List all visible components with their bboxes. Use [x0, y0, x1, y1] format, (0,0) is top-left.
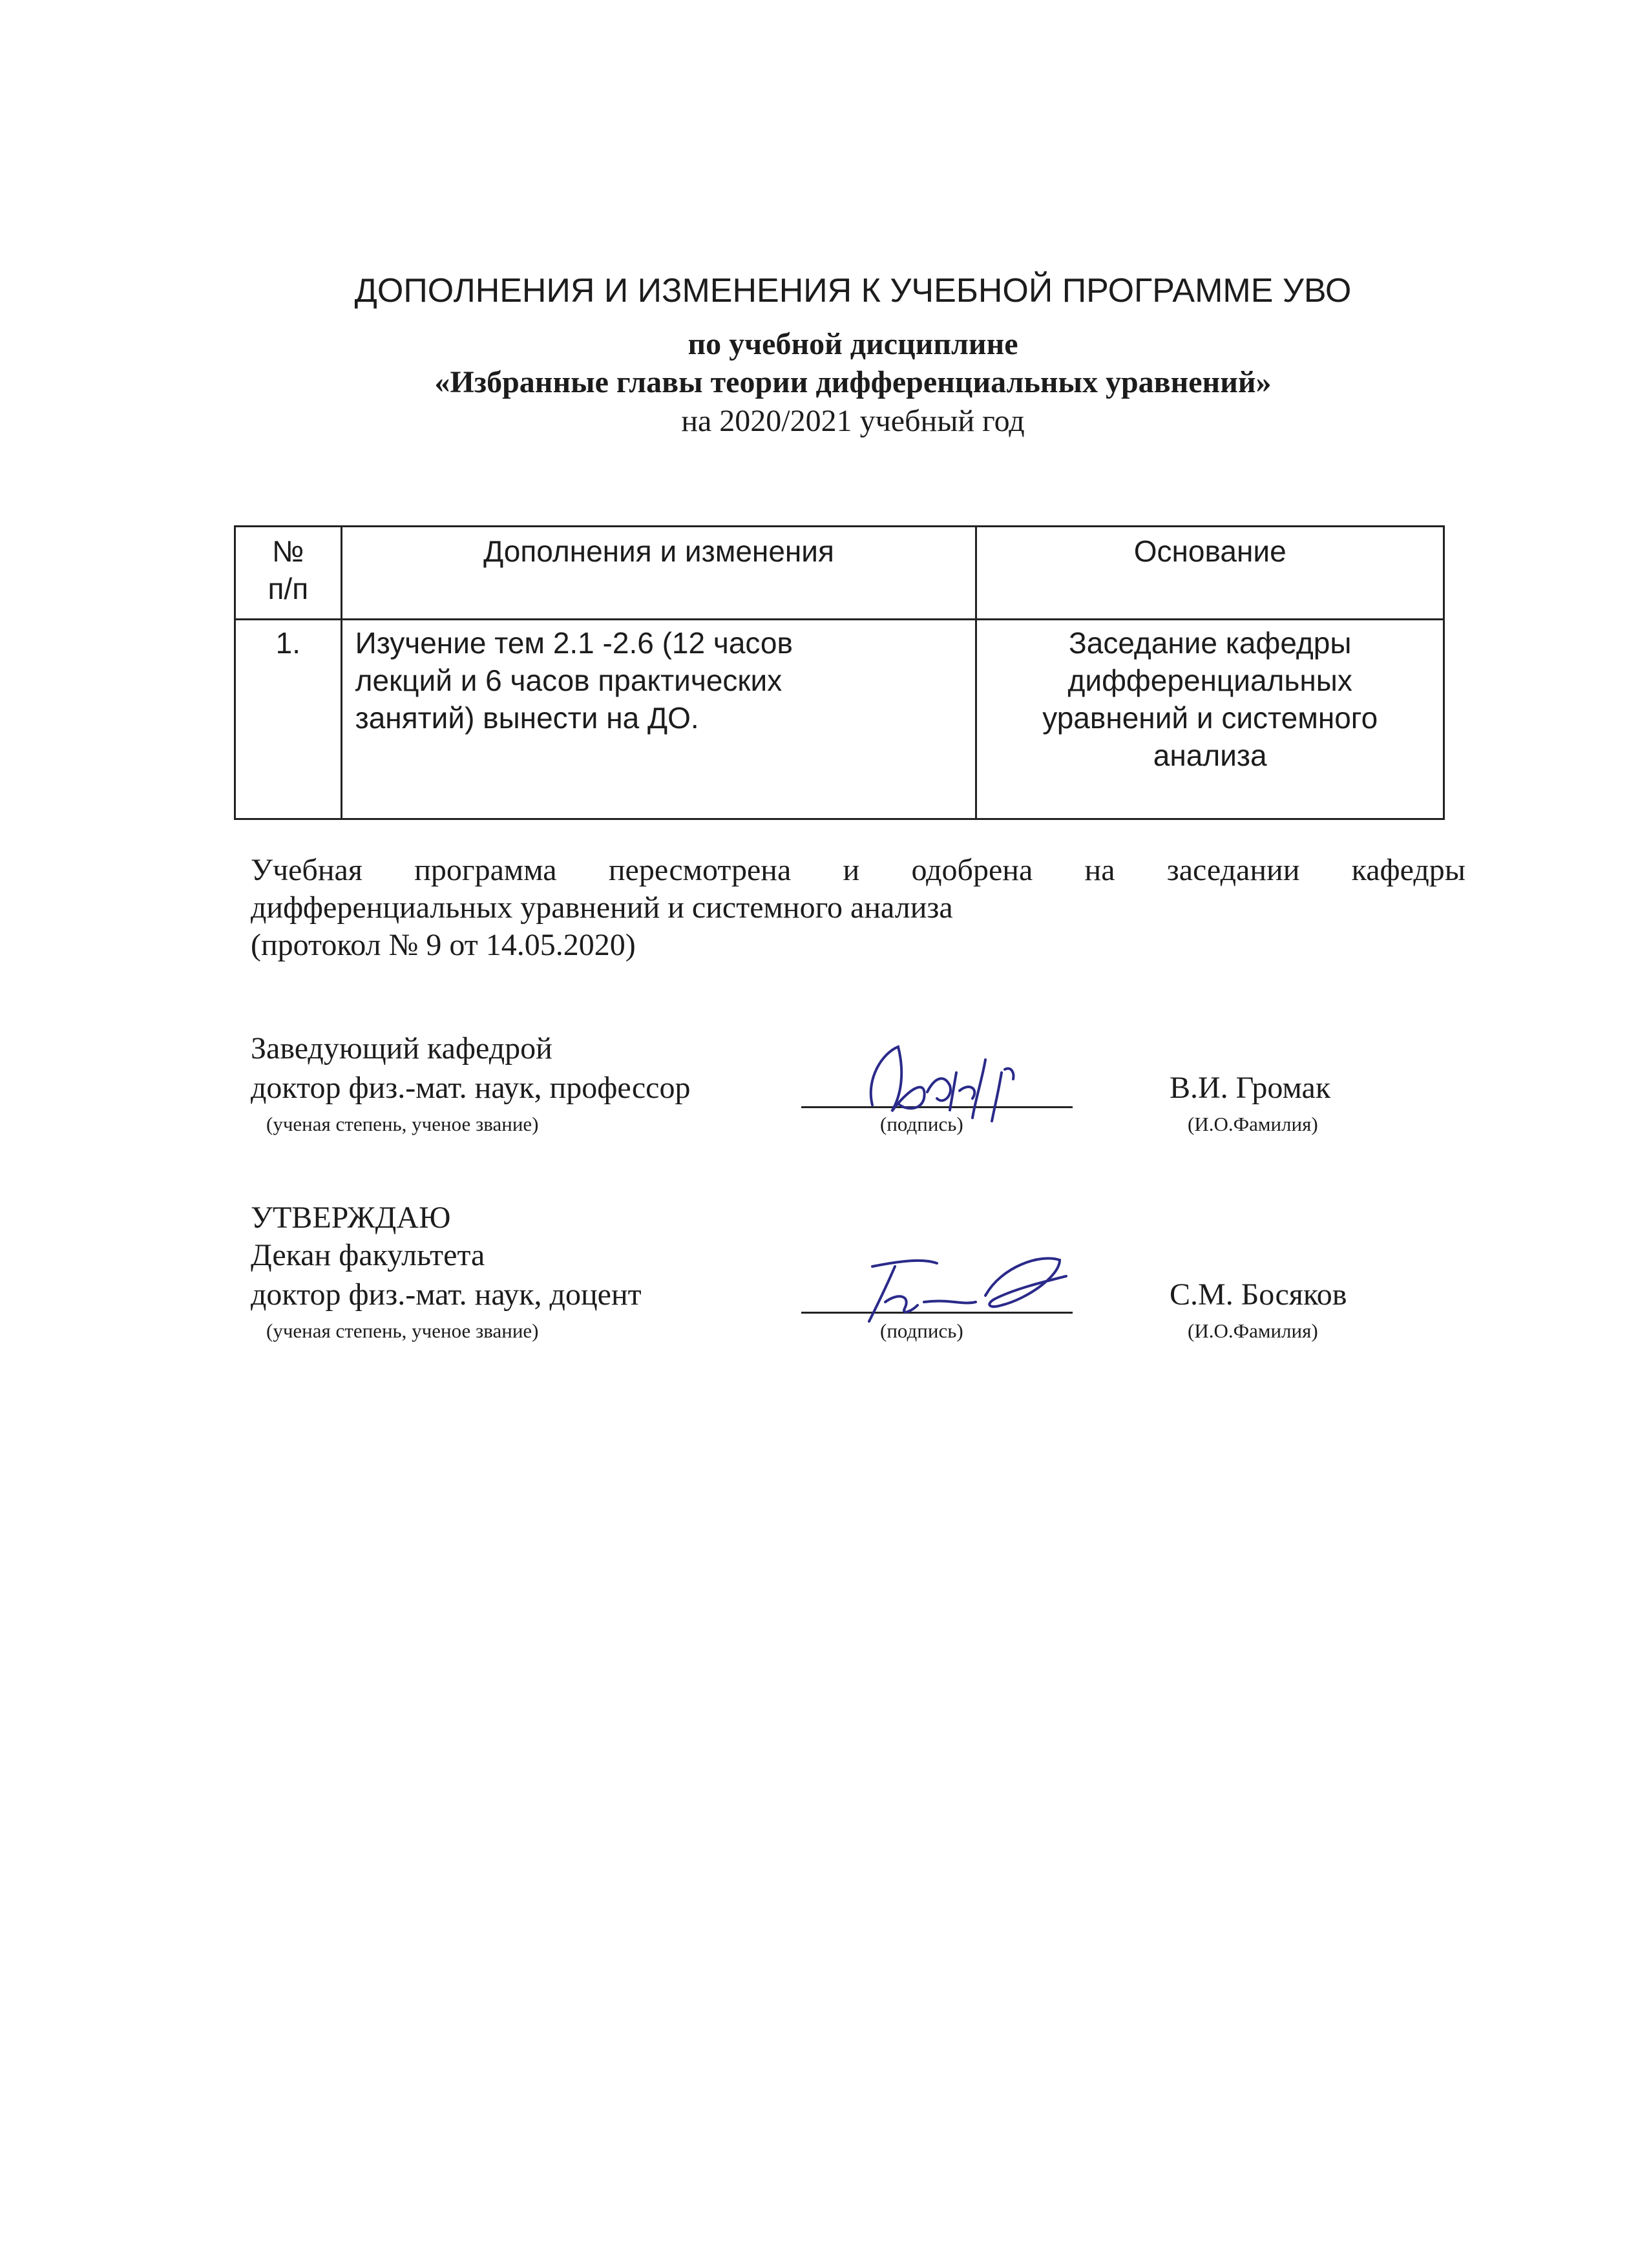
dean-degree-caption: (ученая степень, ученое звание) — [266, 1319, 539, 1342]
approval-paragraph — [251, 852, 1465, 964]
approval-line: Учебная программа пересмотрена и одобрена на заседании кафедры — [251, 853, 1465, 887]
dean-name: С.М. Босяков — [1170, 1277, 1347, 1312]
head-name-caption: (И.О.Фамилия) — [1188, 1113, 1318, 1135]
table-row — [235, 620, 1444, 819]
approval-line: дифференциальных уравнений и системного анализа — [251, 890, 953, 925]
head-name: В.И. Громак — [1170, 1071, 1331, 1105]
header-num-line1: № — [272, 534, 304, 568]
approve-heading: УТВЕРЖДАЮ — [251, 1201, 451, 1235]
dean-handwritten-signature — [846, 1241, 1092, 1331]
header-num — [235, 527, 342, 620]
dean-name-caption: (И.О.Фамилия) — [1188, 1319, 1318, 1342]
head-degree-caption: (ученая степень, ученое звание) — [266, 1113, 539, 1135]
protocol-line: (протокол № 9 от 14.05.2020) — [251, 928, 636, 962]
document-title: ДОПОЛНЕНИЯ И ИЗМЕНЕНИЯ К УЧЕБНОЙ ПРОГРАММЕ УВО — [354, 272, 1352, 310]
row-number: 1. — [235, 620, 342, 819]
table-header-row — [235, 527, 1444, 620]
row-changes-line: Изучение тем 2.1 -2.6 (12 часов — [355, 626, 793, 660]
header-changes: Дополнения и изменения — [341, 527, 976, 620]
head-handwritten-signature — [853, 1034, 1047, 1131]
head-role: Заведующий кафедрой — [251, 1031, 552, 1066]
header-num-line2: п/п — [268, 572, 309, 605]
dean-degree: доктор физ.-мат. наук, доцент — [251, 1277, 642, 1312]
row-basis-line: Заседание кафедры — [1068, 626, 1352, 660]
header-basis: Основание — [976, 527, 1444, 620]
row-basis-line: анализа — [1153, 739, 1267, 772]
discipline-name: «Избранные главы теории дифференциальных уравнений» — [434, 365, 1272, 399]
dean-signature-caption: (подпись) — [880, 1319, 963, 1342]
row-basis-line: дифференциальных — [1067, 664, 1352, 697]
changes-table — [234, 525, 1445, 820]
academic-year: на 2020/2021 учебный год — [681, 404, 1025, 438]
document-subtitle: по учебной дисциплине — [688, 327, 1018, 361]
head-signature-caption: (подпись) — [880, 1113, 963, 1135]
row-changes-line: лекций и 6 часов практических — [355, 664, 782, 697]
row-changes-line: занятий) вынести на ДО. — [355, 701, 699, 735]
row-changes — [341, 620, 976, 819]
head-degree: доктор физ.-мат. наук, профессор — [251, 1071, 691, 1105]
dean-role: Декан факультета — [251, 1238, 485, 1272]
row-basis-line: уравнений и системного — [1042, 701, 1378, 735]
row-basis — [976, 620, 1444, 819]
